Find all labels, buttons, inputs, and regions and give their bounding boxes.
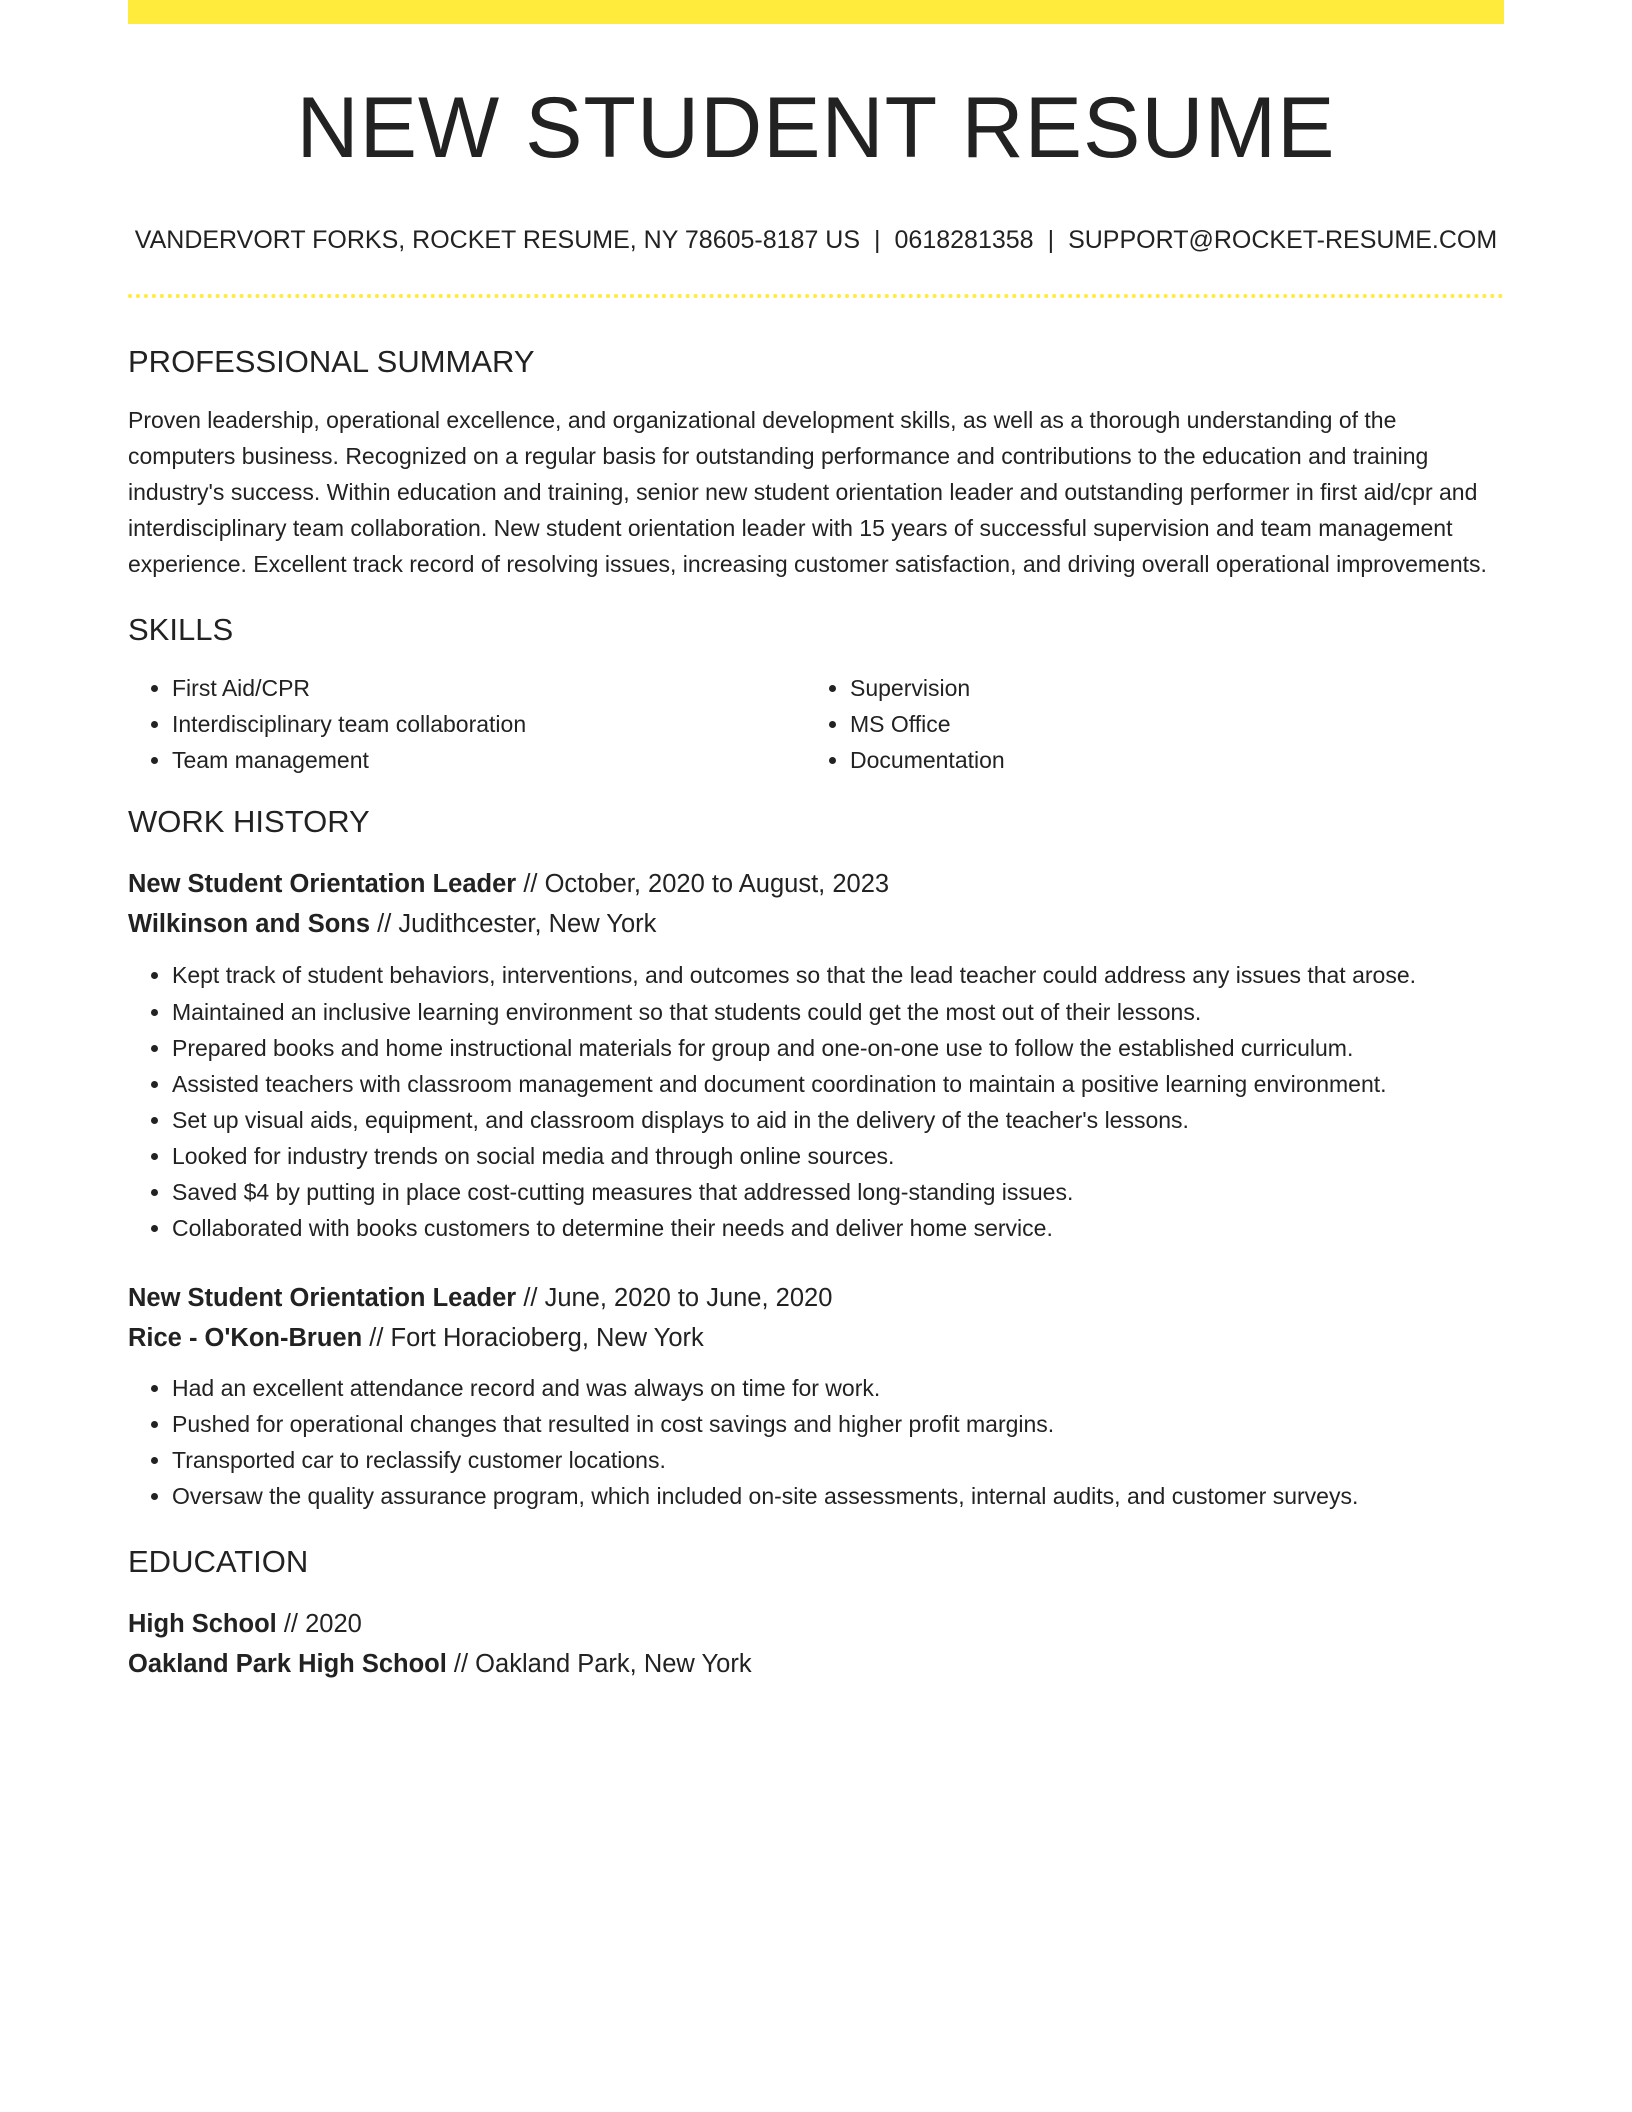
skill-item: • MS Office	[850, 706, 1484, 742]
job-company: Wilkinson and Sons	[128, 910, 371, 938]
job-company-line	[128, 904, 1504, 944]
job-bullet: • Assisted teachers with classroom management and document coordination to maintain a positive learning environment.	[172, 1066, 1504, 1102]
job-bullet: • Oversaw the quality assurance program, which included on-site assessments, internal audits, and customer surveys.	[172, 1478, 1504, 1514]
skills-list	[128, 670, 1504, 778]
education-degree: High School	[128, 1610, 277, 1638]
job-location: // Fort Horacioberg, New York	[369, 1324, 704, 1352]
section-title-summary: PROFESSIONAL SUMMARY	[128, 344, 535, 379]
section-title-education: EDUCATION	[128, 1544, 309, 1579]
summary-text: Proven leadership, operational excellence, and organizational development skills, as well as a thorough understanding of the computers business. Recognized on a regular basis for outstanding performance and contributions to the education and training industry's success. Within education and training, senior new student orientation leader and outstanding performer in first aid/cpr and interdisciplinary team collaboration. New student orientation leader with 15 years of successful supervision and team management experience. Excellent track record of resolving issues, increasing customer satisfaction, and driving overall operational improvements.	[128, 407, 1487, 577]
resume-name: NEW STUDENT RESUME	[296, 80, 1336, 176]
job-dates: // October, 2020 to August, 2023	[523, 870, 890, 898]
education-year: // 2020	[283, 1610, 362, 1638]
education-degree-line	[128, 1604, 1504, 1644]
job-bullet: • Saved $4 by putting in place cost-cutting measures that addressed long-standing issues.	[172, 1174, 1504, 1210]
job-bullet: • Had an excellent attendance record and was always on time for work.	[172, 1370, 1504, 1406]
job-bullet: • Kept track of student behaviors, interventions, and outcomes so that the lead teacher could address any issues that arose.	[172, 956, 1504, 994]
job-role: New Student Orientation Leader	[128, 870, 517, 898]
contact-separator: |	[1047, 226, 1055, 254]
job-bullet: • Maintained an inclusive learning environment so that students could get the most out of their lessons.	[172, 994, 1504, 1030]
job-role-line	[128, 864, 1504, 904]
section-title-skills: SKILLS	[128, 612, 234, 647]
job-entry	[128, 1278, 1504, 1514]
skill-item: • Team management	[172, 742, 806, 778]
skill-item: • Supervision	[850, 670, 1484, 706]
job-bullet: • Collaborated with books customers to determine their needs and deliver home service.	[172, 1210, 1504, 1246]
job-role: New Student Orientation Leader	[128, 1284, 517, 1312]
resume-content	[128, 0, 1504, 1684]
job-location: // Judithcester, New York	[377, 910, 657, 938]
dotted-divider	[128, 294, 1504, 298]
contact-email: SUPPORT@ROCKET-RESUME.COM	[1068, 226, 1498, 254]
contact-address: VANDERVORT FORKS, ROCKET RESUME, NY 78605-8187 US	[134, 226, 861, 254]
skills-column-right	[806, 670, 1484, 778]
skill-item: • First Aid/CPR	[172, 670, 806, 706]
job-role-line	[128, 1278, 1504, 1318]
job-bullet: • Looked for industry trends on social media and through online sources.	[172, 1138, 1504, 1174]
job-bullets	[128, 1370, 1504, 1514]
contact-separator: |	[874, 226, 881, 254]
contact-line	[128, 224, 1504, 256]
skills-column-left	[128, 670, 806, 778]
contact-phone: 0618281358	[894, 226, 1034, 254]
skill-item: • Documentation	[850, 742, 1484, 778]
job-company-line	[128, 1318, 1504, 1358]
education-school: Oakland Park High School	[128, 1650, 447, 1678]
education-school-line	[128, 1644, 1504, 1684]
job-bullet: • Prepared books and home instructional materials for group and one-on-one use to follow the established curriculum.	[172, 1030, 1504, 1066]
job-bullet: • Set up visual aids, equipment, and classroom displays to aid in the delivery of the teacher's lessons.	[172, 1102, 1504, 1138]
skill-item: • Interdisciplinary team collaboration	[172, 706, 806, 742]
education-location: // Oakland Park, New York	[453, 1650, 752, 1678]
section-title-work-history: WORK HISTORY	[128, 804, 370, 839]
job-bullets	[128, 956, 1504, 1246]
job-entry	[128, 864, 1504, 1246]
job-company: Rice - O'Kon-Bruen	[128, 1324, 363, 1352]
job-dates: // June, 2020 to June, 2020	[523, 1284, 833, 1312]
job-bullet: • Pushed for operational changes that resulted in cost savings and higher profit margins.	[172, 1406, 1504, 1442]
job-bullet: • Transported car to reclassify customer locations.	[172, 1442, 1504, 1478]
